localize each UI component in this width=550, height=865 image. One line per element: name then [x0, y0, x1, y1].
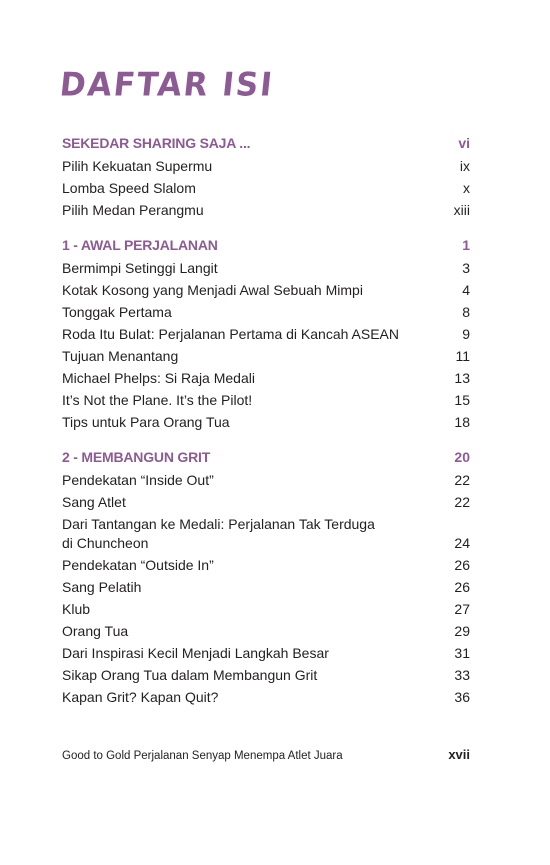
toc-entry[interactable] — [62, 471, 470, 490]
toc-entry-page: x — [463, 180, 470, 196]
toc-entry-page: 3 — [462, 260, 470, 276]
toc-heading-page: 1 — [462, 237, 470, 253]
toc-heading-title: 1 - AWAL PERJALANAN — [62, 237, 218, 253]
toc-entry-title: Sikap Orang Tua dalam Membangun Grit — [62, 667, 318, 683]
toc-entry-page: 8 — [462, 304, 470, 320]
toc-heading[interactable] — [62, 134, 470, 153]
toc-entry-title: Sang Pelatih — [62, 579, 142, 595]
toc-entry-page: 27 — [454, 601, 470, 617]
toc-heading-title: 2 - MEMBANGUN GRIT — [62, 449, 211, 465]
page-footer — [62, 747, 470, 762]
toc-entry-page: 31 — [454, 645, 470, 661]
toc-entry[interactable] — [62, 391, 470, 410]
toc-entry-title: Kapan Grit? Kapan Quit? — [62, 689, 219, 705]
toc-entry[interactable] — [62, 515, 470, 553]
toc-entry-title: Bermimpi Setinggi Langit — [62, 260, 218, 276]
toc-entry-title: Tonggak Pertama — [62, 304, 172, 320]
toc-section-awal-perjalanan — [62, 236, 470, 432]
toc-entry-title: Dari Inspirasi Kecil Menjadi Langkah Besar — [62, 645, 329, 661]
toc-entry[interactable] — [62, 556, 470, 575]
toc-entry[interactable] — [62, 201, 470, 220]
toc-entry-title: Orang Tua — [62, 623, 129, 639]
toc-entry-page: 26 — [454, 579, 470, 595]
toc-entry[interactable] — [62, 369, 470, 388]
toc-entry-page: 36 — [454, 689, 470, 705]
toc-entry[interactable] — [62, 493, 470, 512]
toc-entry[interactable] — [62, 600, 470, 619]
toc-entry[interactable] — [62, 347, 470, 366]
toc-section-membangun-grit — [62, 448, 470, 707]
toc-entry-page: 13 — [454, 370, 470, 386]
toc-entry-title: Tujuan Menantang — [62, 348, 179, 364]
toc-entry-title: Lomba Speed Slalom — [62, 180, 196, 196]
toc-entry[interactable] — [62, 413, 470, 432]
toc-entry[interactable] — [62, 644, 470, 663]
toc-entry[interactable] — [62, 179, 470, 198]
toc-entry-title: Klub — [62, 601, 91, 617]
toc-entry-page: 11 — [455, 348, 470, 364]
toc-entry[interactable] — [62, 688, 470, 707]
toc-entry-title: Pendekatan “Outside In” — [62, 557, 214, 573]
toc-entry[interactable] — [62, 666, 470, 685]
toc-entry-title: Pilih Kekuatan Supermu — [62, 158, 213, 174]
toc-entry-page: 15 — [454, 392, 470, 408]
toc-entry-page: 33 — [454, 667, 470, 683]
toc-entry-page: 22 — [454, 472, 470, 488]
toc-entry-page: 29 — [454, 623, 470, 639]
toc-heading[interactable] — [62, 448, 470, 467]
toc-entry-page: 22 — [454, 494, 470, 510]
toc-entry-page: 24 — [454, 535, 470, 551]
toc-heading-page: 20 — [454, 449, 470, 465]
toc-entry[interactable] — [62, 303, 470, 322]
toc-entry-title: Pendekatan “Inside Out” — [62, 472, 214, 488]
toc-entry[interactable] — [62, 259, 470, 278]
footer-book-title: Good to Gold Perjalanan Senyap Menempa Atlet Juara — [62, 750, 343, 762]
footer-page-number: xvii — [448, 747, 470, 762]
toc-entry-page: xiii — [453, 202, 470, 218]
toc-entry[interactable] — [62, 157, 470, 176]
toc-entry-title: Sang Atlet — [62, 494, 126, 510]
toc-entry-page: 9 — [462, 326, 470, 342]
toc-heading[interactable] — [62, 236, 470, 255]
toc-entry[interactable] — [62, 325, 470, 344]
toc-entry[interactable] — [62, 281, 470, 300]
toc-entry-title: Michael Phelps: Si Raja Medali — [62, 370, 255, 386]
table-of-contents — [62, 134, 470, 723]
toc-entry-title: Kotak Kosong yang Menjadi Awal Sebuah Mimpi — [62, 282, 363, 298]
toc-entry-page: 26 — [454, 557, 470, 573]
toc-section-sharing — [62, 134, 470, 220]
toc-entry-page: ix — [459, 158, 470, 174]
toc-entry-title: Pilih Medan Perangmu — [62, 202, 204, 218]
toc-entry-title: Tips untuk Para Orang Tua — [62, 414, 230, 430]
toc-entry-title: It’s Not the Plane. It’s the Pilot! — [62, 392, 253, 408]
toc-entry-title: Roda Itu Bulat: Perjalanan Pertama di Kancah ASEAN — [62, 326, 399, 342]
toc-entry-title: Dari Tantangan ke Medali: Perjalanan Tak Terduga di Chuncheon — [62, 516, 375, 551]
page-title: DAFTAR ISI — [58, 66, 276, 104]
toc-entry-page: 4 — [462, 282, 470, 298]
toc-heading-page: vi — [458, 135, 470, 151]
toc-heading-title: SEKEDAR SHARING SAJA ... — [62, 135, 251, 151]
toc-entry[interactable] — [62, 622, 470, 641]
toc-entry[interactable] — [62, 578, 470, 597]
toc-entry-page: 18 — [454, 414, 470, 430]
